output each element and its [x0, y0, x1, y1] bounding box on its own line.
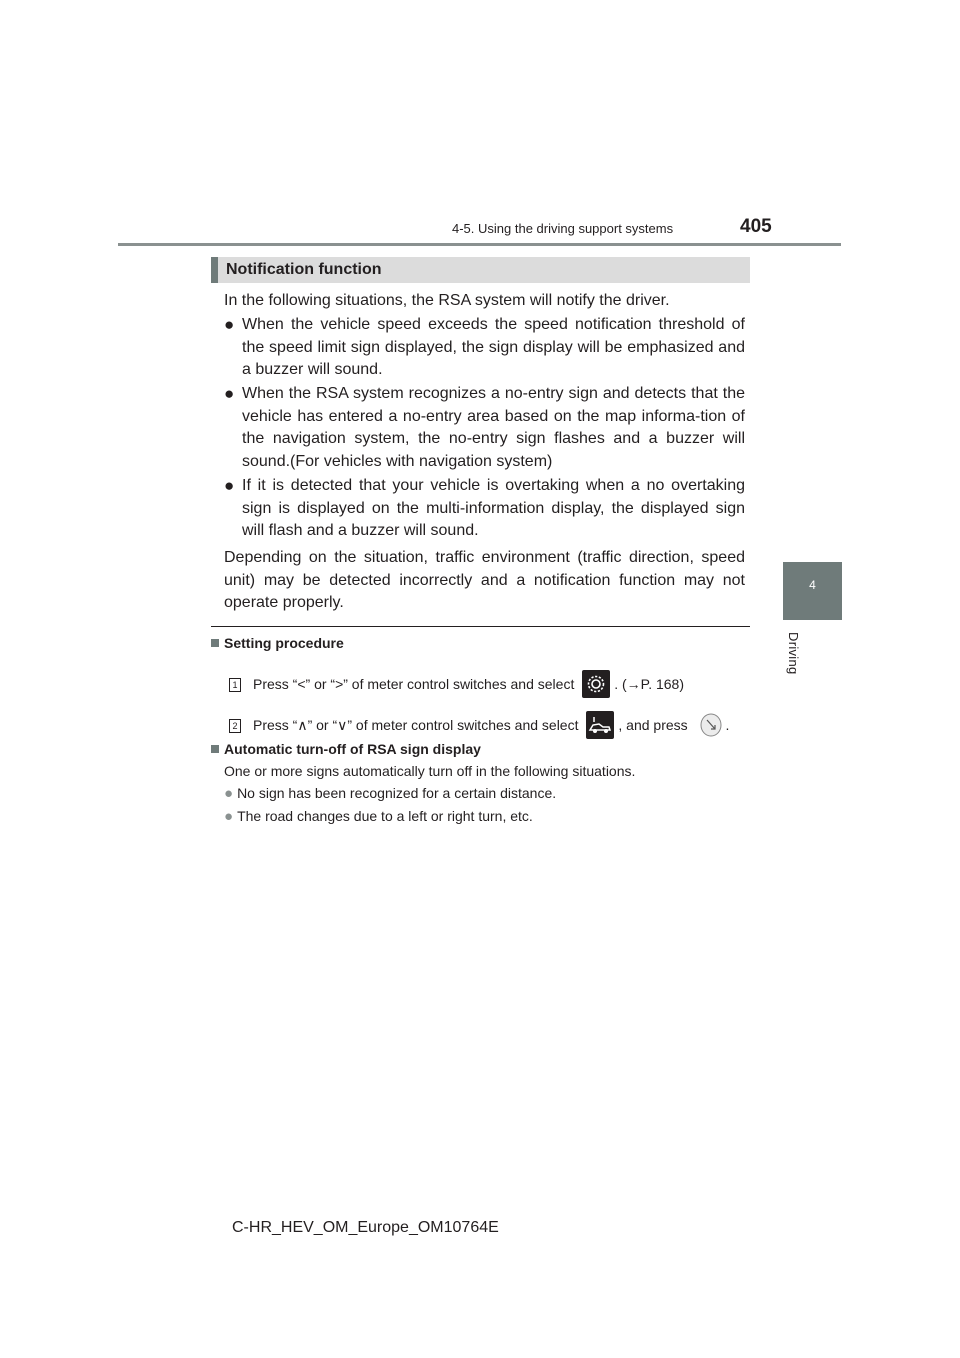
enter-switch-icon — [698, 712, 724, 738]
vehicle-settings-icon — [586, 711, 614, 739]
section-title-bar — [211, 257, 750, 283]
square-bullet-icon — [211, 745, 219, 753]
section-closing: Depending on the situation, traffic environment (traffic direction, speed unit) may be detected incorrectly and a notification function may not operate properly. — [224, 549, 745, 612]
document-footer-code: C-HR_HEV_OM_Europe_OM10764E — [232, 1219, 499, 1236]
procedure-step-2: 2 Press “∧” or “∨” of meter control switches and select , and press . — [229, 711, 729, 739]
bullet-dot-icon: ● — [224, 808, 234, 825]
bullet-item: ● If it is detected that your vehicle is overtaking when a no overtaking sign is displayed on the multi-information display, the displayed sign will flash and a buzzer will sound. — [224, 476, 745, 540]
header-rule — [118, 243, 841, 246]
step-number: 1 — [229, 678, 241, 692]
note-heading-setting: Setting procedure — [211, 635, 344, 651]
note-bullet-item: ● No sign has been recognized for a certain distance. — [224, 785, 557, 802]
square-bullet-icon — [211, 639, 219, 647]
chapter-tab-label: Driving — [786, 632, 801, 675]
bullet-dot-icon: ● — [224, 785, 234, 802]
note-heading-auto-off: Automatic turn-off of RSA sign display — [211, 741, 481, 757]
bullet-dot-icon: ● — [224, 315, 235, 334]
bullet-item: ● When the RSA system recognizes a no-entry sign and detects that the vehicle has entered a no-entry area based on the map informa-tion of the navigation system, the no-entry sign flashes and a buzzer will sound.(For vehicles with navigation system) — [224, 384, 745, 470]
procedure-step-1: 1 Press “<” or “>” of meter control switches and select . (→P. 168) — [229, 670, 684, 698]
step-number: 2 — [229, 719, 241, 733]
bullet-dot-icon: ● — [224, 384, 235, 403]
note-text: One or more signs automatically turn off in the following situations. — [224, 763, 636, 779]
section-title: Notification function — [226, 261, 382, 278]
running-header-section: 4-5. Using the driving support systems — [452, 221, 674, 236]
bullet-dot-icon: ● — [224, 476, 235, 495]
section-bottom-rule — [211, 626, 750, 627]
section-intro: In the following situations, the RSA system will notify the driver. — [224, 292, 670, 309]
bullet-item: ● When the vehicle speed exceeds the speed notification threshold of the speed limit sign displayed, the sign display will be emphasized and a buzzer will sound. — [224, 315, 745, 379]
note-bullet-item: ● The road changes due to a left or right turn, etc. — [224, 808, 533, 825]
chapter-tab-number: 4 — [783, 562, 842, 620]
settings-gear-icon — [582, 670, 610, 698]
page-number: 405 — [740, 216, 772, 237]
